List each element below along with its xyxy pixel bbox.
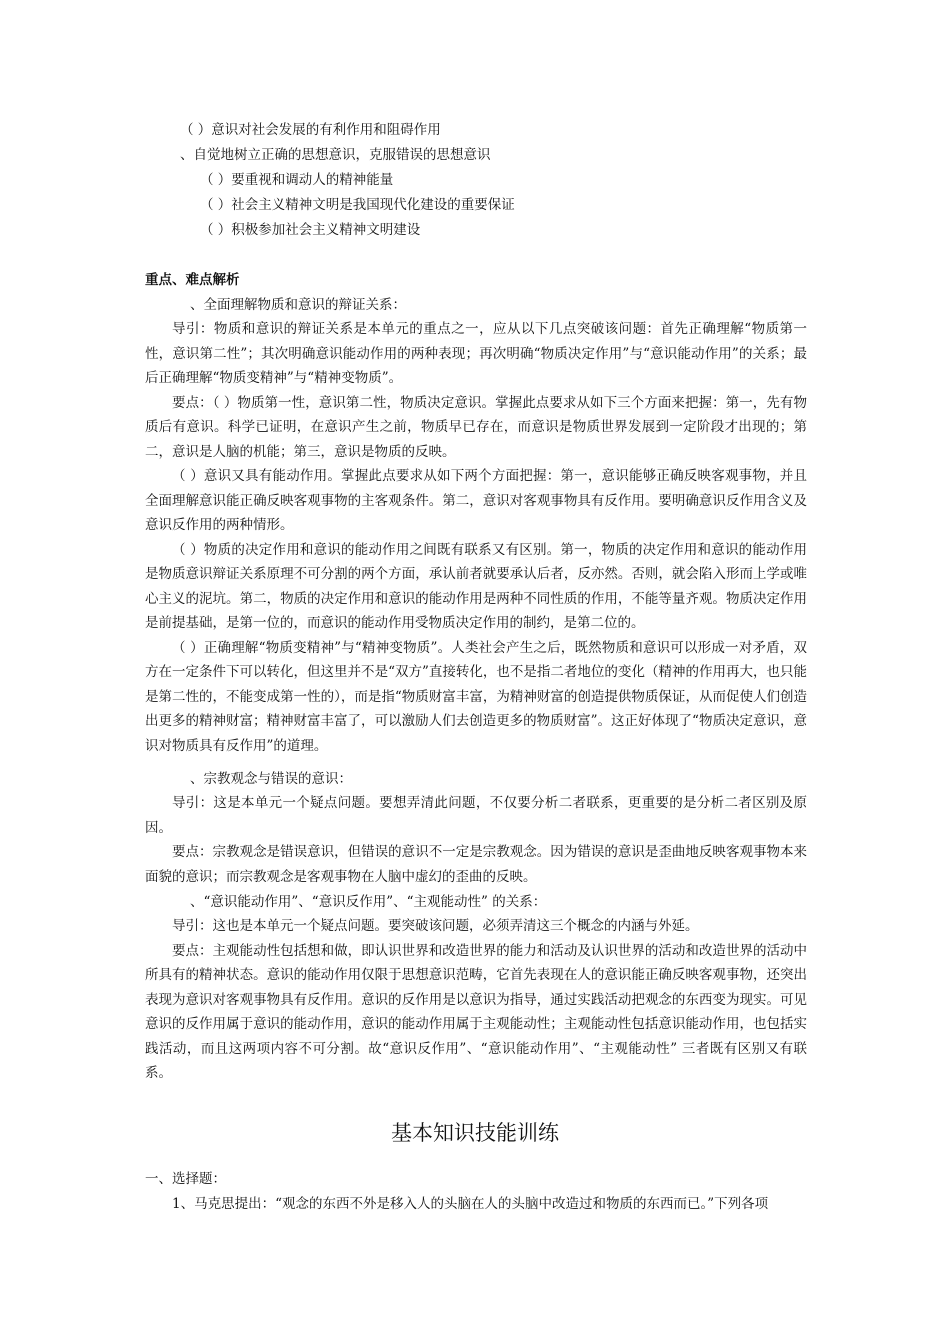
outline-item-2: 、自觉地树立正确的思想意识，克服错误的思想意识 [180,147,491,163]
section1-point-3: （ ）物质的决定作用和意识的能动作用之间既有联系又有区别。第一，物质的决定作用和意识的能动作用是物质意识辩证关系原理不可分割的两个方面，承认前者就要承认后者，反亦然。否则，就会陷入形而上学或唯心主义的泥坑。第二，物质的决定作用和意识的能动作用是两种不同性质的作用，不能等量齐观。物质决定作用是前提基础，是第一位的，而意识的能动作用受物质决定作用的制约，是第二位的。 [145,541,807,631]
question-section-label: 一、选择题： [145,1171,226,1187]
section-heading: 重点、难点解析 [145,272,240,288]
question-1: 1、马克思提出：“观念的东西不外是移入人的头脑在人的头脑中改造过和物质的东西而已。”下列各项 [172,1196,769,1212]
section1-guide: 导引：物质和意识的辩证关系是本单元的重点之一，应从以下几点突破该问题：首先正确理解“物质第一性，意识第二性”；其次明确意识能动作用的两种表现；再次明确“物质决定作用”与“意识能动作用”的关系；最后正确理解“物质变精神”与“精神变物质”。 [145,321,807,386]
section2-body [145,791,807,889]
section1-point-2: （ ）意识又具有能动作用。掌握此点要求从如下两个方面把握：第一，意识能够正确反映客观事物，并且全面理解意识能正确反映客观事物的主客观条件。第二，意识对客观事物具有反作用。要明确意识反作用含义及意识反作用的两种情形。 [145,468,807,533]
section1-title: 、全面理解物质和意识的辩证关系： [190,297,406,313]
section2-guide: 导引：这是本单元一个疑点问题。要想弄清此问题，不仅要分析二者联系，更重要的是分析二者区别及原因。 [145,795,807,836]
outline-item-1: （ ）意识对社会发展的有利作用和阻碍作用 [180,122,441,138]
outline-item-5: （ ）积极参加社会主义精神文明建设 [200,222,421,238]
outline-item-4: （ ）社会主义精神文明是我国现代化建设的重要保证 [200,197,515,213]
section3-point: 要点：主观能动性包括想和做，即认识世界和改造世界的能力和活动及认识世界的活动和改造世界的活动中所具有的精神状态。意识的能动作用仅限于思想意识范畴，它首先表现在人的意识能正确反映客观事物，还突出表现为意识对客观事物具有反作用。意识的反作用是以意识为指导，通过实践活动把观念的东西变为现实。可见意识的反作用属于意识的能动作用，意识的能动作用属于主观能动性；主观能动性包括意识能动作用，也包括实践活动，而且这两项内容不可分割。故“意识反作用”、“意识能动作用”、“主观能动性” 三者既有区别又有联系。 [145,942,807,1081]
section3-body [145,914,807,1086]
section3-title: 、“意识能动作用”、“意识反作用”、“主观能动性” 的关系： [190,894,547,910]
section2-point: 要点：宗教观念是错误意识，但错误的意识不一定是宗教观念。因为错误的意识是歪曲地反映客观事物本来面貌的意识；而宗教观念是客观事物在人脑中虚幻的歪曲的反映。 [145,844,807,885]
section3-guide: 导引：这也是本单元一个疑点问题。要突破该问题，必须弄清这三个概念的内涵与外延。 [172,918,699,934]
section2-title: 、宗教观念与错误的意识： [190,771,352,787]
outline-item-3: （ ）要重视和调动人的精神能量 [200,172,394,188]
section1-point-4: （ ）正确理解“物质变精神”与“精神变物质”。人类社会产生之后，既然物质和意识可以形成一对矛盾，双方在一定条件下可以转化，但这里并不是“双方”直接转化，也不是指二者地位的变化（精神的作用再大，也只能是第二性的，不能变成第一性的），而是指“物质财富丰富，为精神财富的创造提供物质保证，从而促使人们创造出更多的精神财富；精神财富丰富了，可以激励人们去创造更多的物质财富”。这正好体现了“物质决定意识，意识对物质具有反作用”的道理。 [145,639,807,754]
training-title: 基本知识技能训练 [391,1121,559,1145]
section1-point-1: 要点：（ ）物质第一性，意识第二性，物质决定意识。掌握此点要求从如下三个方面来把握：第一，先有物质后有意识。科学已证明，在意识产生之前，物质早已存在，而意识是物质世界发展到一定阶段才出现的；第二，意识是人脑的机能；第三，意识是物质的反映。 [145,394,807,460]
section1-body [145,317,807,758]
